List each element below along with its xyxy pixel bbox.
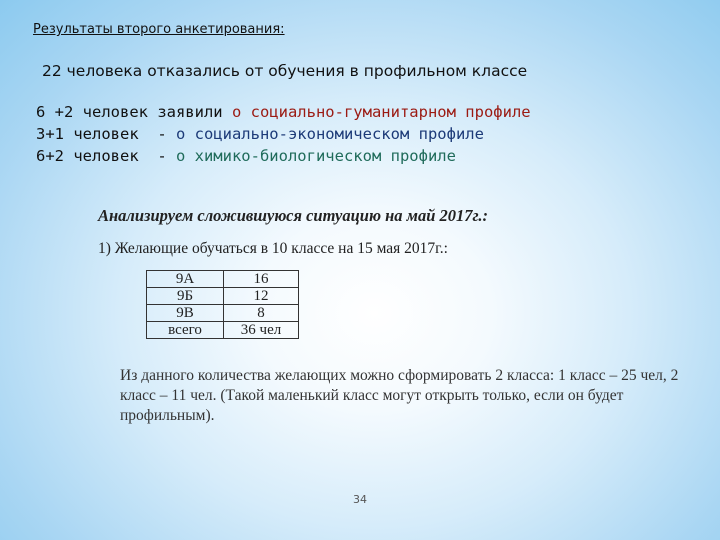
table-row-total xyxy=(147,322,299,339)
table-cell-count: 8 xyxy=(224,305,299,322)
document-paragraph: Из данного количества желающих можно сформировать 2 класса: 1 класс – 25 чел, 2 класс – 11 чел. (Такой маленький класс могут открыть только, если он будет профильным). xyxy=(120,367,679,424)
profile-name: о социально-экономическом профиле xyxy=(175,125,484,143)
profile-count: 6 +2 человек xyxy=(36,103,148,121)
document-heading: Анализируем сложившуюся ситуацию на май 2017г.: xyxy=(98,206,489,225)
table-cell-count: 16 xyxy=(224,271,299,288)
table-cell-class: всего xyxy=(147,322,224,339)
table-row xyxy=(147,288,299,305)
summary-line: 22 человека отказались от обучения в профильном классе xyxy=(42,62,528,80)
profile-name: о химико-биологическом профиле xyxy=(175,147,456,165)
page-number: 34 xyxy=(353,493,367,506)
profile-verb: - xyxy=(138,147,176,165)
profile-line xyxy=(36,145,531,167)
profile-list xyxy=(36,101,531,167)
document-list-item: 1) Желающие обучаться в 10 классе на 15 мая 2017г.: xyxy=(98,240,448,257)
table-row xyxy=(147,271,299,288)
table-cell-class: 9Б xyxy=(147,288,224,305)
table-cell-class: 9А xyxy=(147,271,224,288)
profile-verb: - xyxy=(138,125,176,143)
table-cell-count: 36 чел xyxy=(224,322,299,339)
profile-name: о социально-гуманитарном профиле xyxy=(231,103,531,121)
profile-line xyxy=(36,101,531,123)
class-count-table xyxy=(146,270,299,339)
profile-count: 6+2 человек xyxy=(36,147,139,165)
table-cell-count: 12 xyxy=(224,288,299,305)
slide-title: Результаты второго анкетирования: xyxy=(33,22,285,37)
profile-count: 3+1 человек xyxy=(36,125,139,143)
table-cell-class: 9В xyxy=(147,305,224,322)
table-row xyxy=(147,305,299,322)
profile-line xyxy=(36,123,531,145)
profile-verb: заявили xyxy=(147,103,232,121)
